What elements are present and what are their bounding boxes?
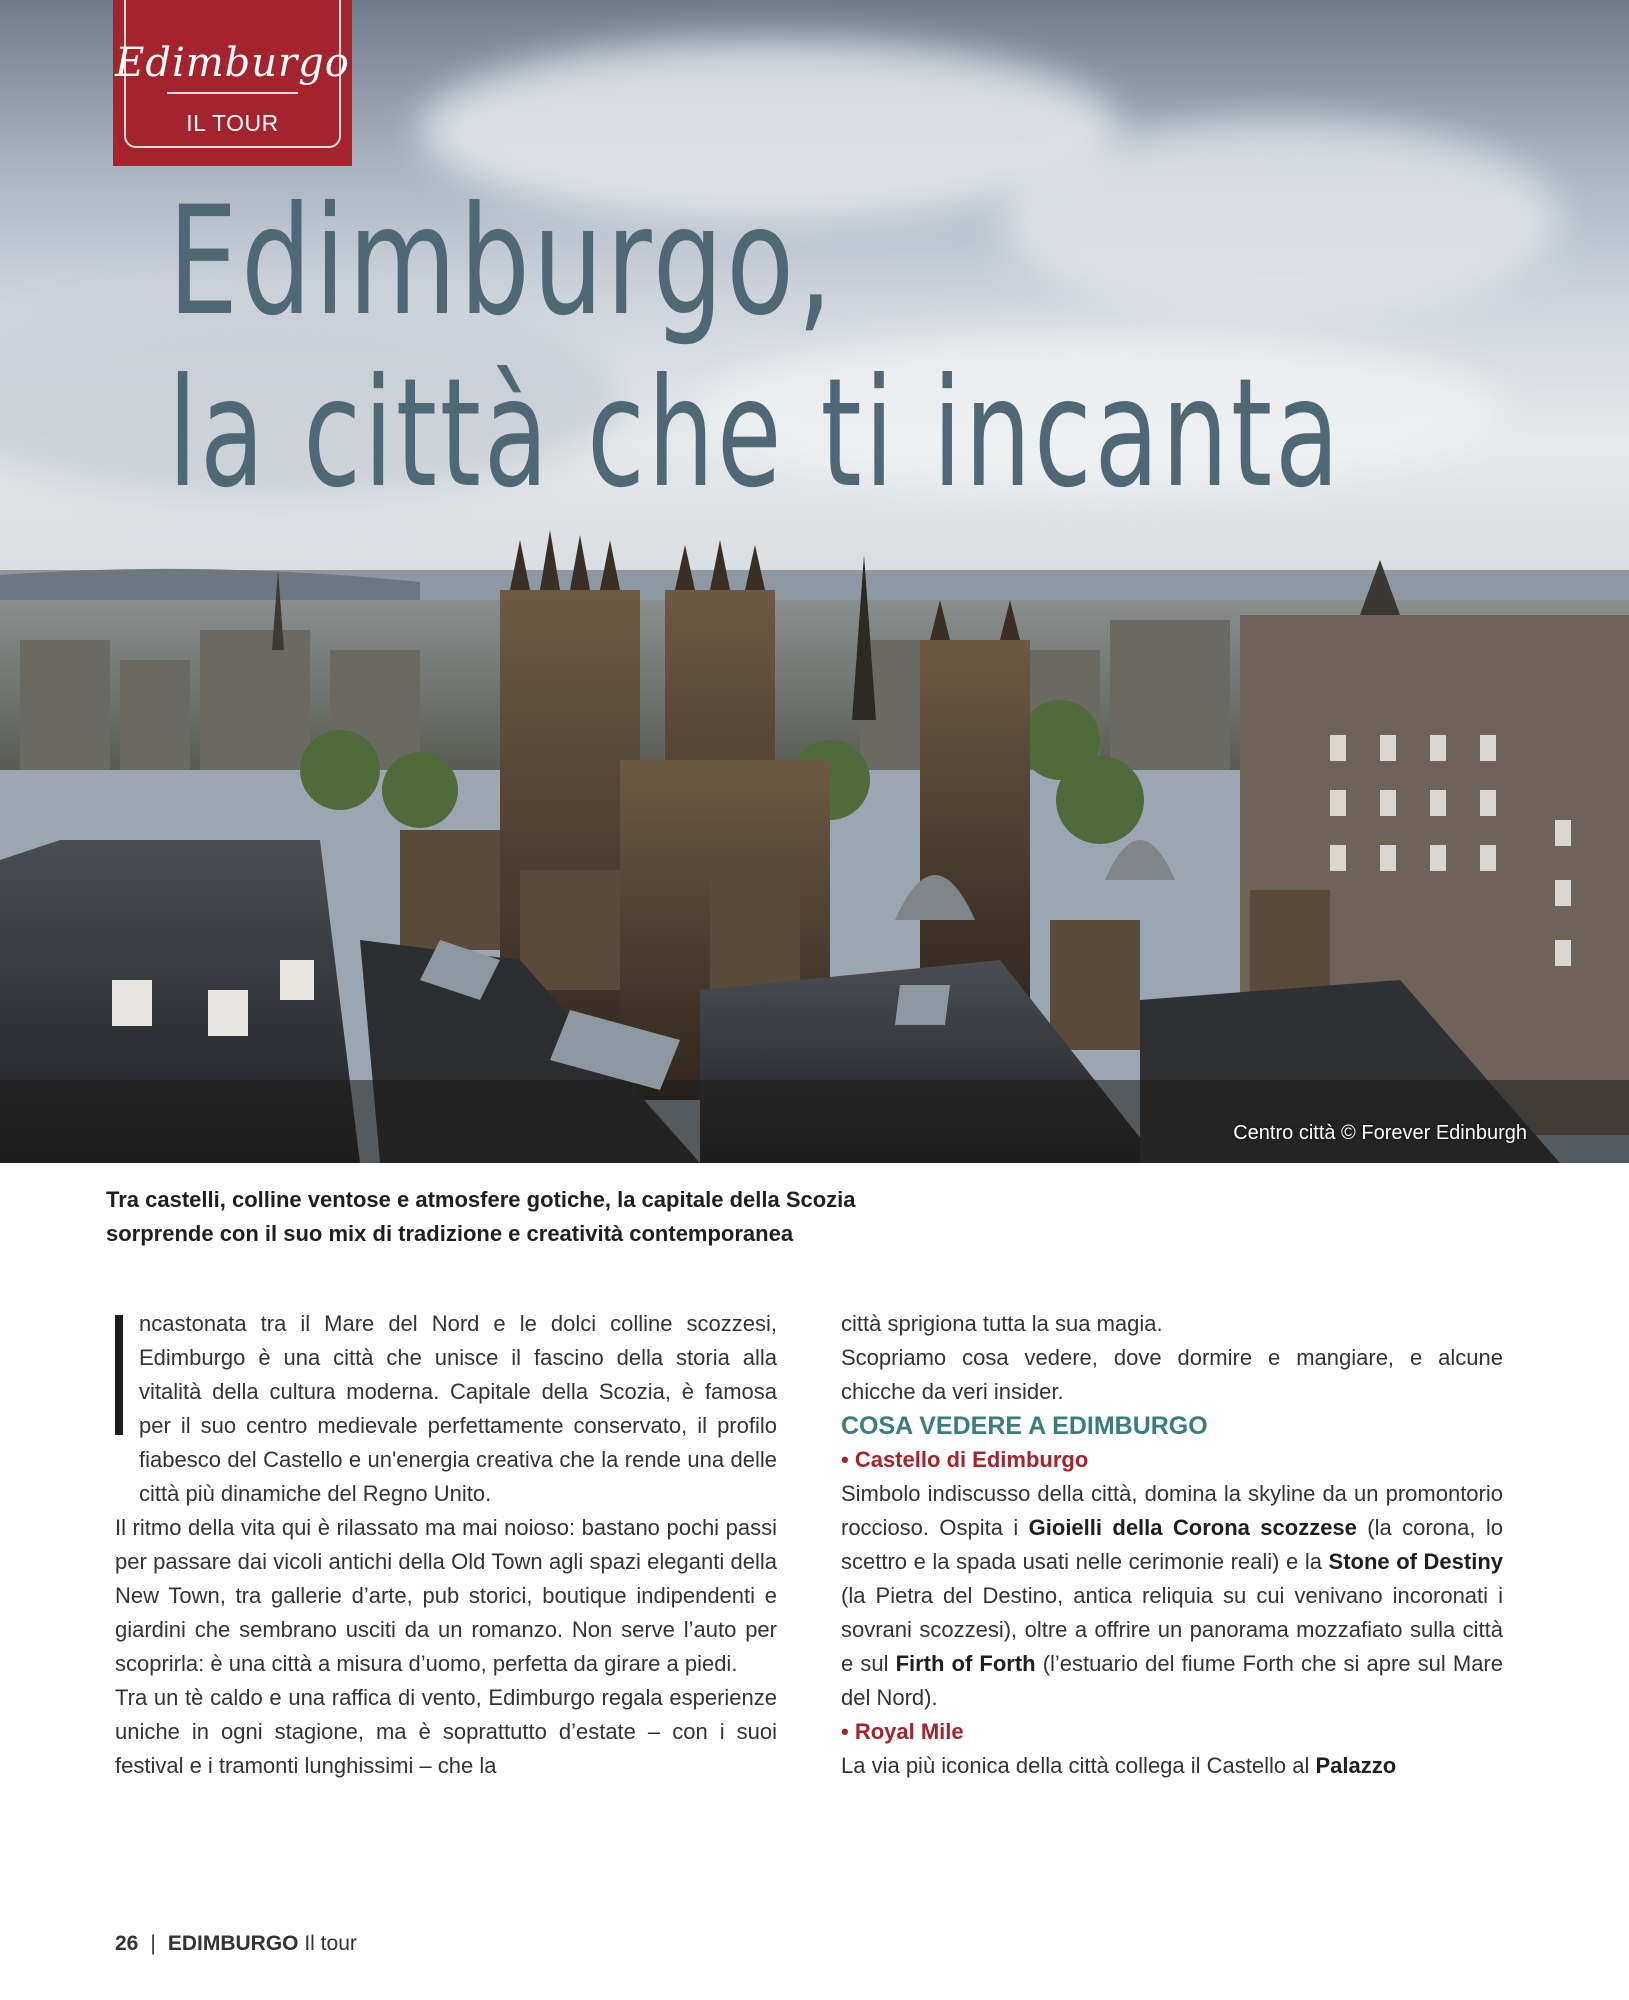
bold-text: Stone of Destiny [1328,1549,1503,1574]
title-line-1: Edimburgo, [168,175,836,349]
text-run: (la corona, lo scettro e la spada usati nelle cerimonie reali) e la [841,1515,1504,1574]
text-run: La via più iconica della città collega il Castello al [841,1753,1316,1778]
badge-divider [167,92,298,94]
footer-section: Il tour [304,1932,357,1955]
footer-separator: | [150,1932,156,1955]
paragraph [841,1749,1503,1783]
page-footer [115,1932,357,1956]
section-heading: COSA VEDERE A EDIMBURGO [841,1412,1208,1440]
text-run: (l’estuario del fiume Forth che si apre sul Mare del Nord). [841,1651,1503,1710]
standfirst-line-1: Tra castelli, colline ventose e atmosfere gotiche, la capitale della Scozia [106,1187,856,1212]
paragraph: ncastonata tra il Mare del Nord e le dolci colline scozzesi, Edimburgo è una città che unisce il fascino della storia alla vitalità della cultura moderna. Capitale della Scozia, è famosa per il suo centro medievale perfettamente conservato, il profilo fiabesco del Castello e un'energia creativa che la rende una delle città più dinamiche del Regno Unito. [139,1311,777,1506]
bold-text: Gioielli della Corona scozzese [1028,1515,1357,1540]
text-run: (la Pietra del Destino, antica reliquia su cui venivano incoronati i sovrani scozzesi), oltre a offrire un panorama mozzafiato sulla città e sul [841,1583,1503,1676]
text-run: Simbolo indiscusso della città, domina la skyline da un promontorio roccioso. Ospita i [841,1481,1503,1540]
badge-label: IL TOUR [186,110,279,136]
standfirst-line-2: sorprende con il suo mix di tradizione e creatività contemporanea [106,1221,794,1246]
page-title [168,176,1629,520]
bold-text: Firth of Forth [895,1651,1036,1676]
paragraph: città sprigiona tutta la sua magia. [841,1311,1163,1336]
article-column-right [841,1307,1503,1783]
paragraph: Tra un tè caldo e una raffica di vento, Edimburgo regala esperienze uniche in ogni stagione, ma è soprattutto d’estate – con i suoi festival e i tramonti lunghissimi – che la [115,1685,777,1778]
list-item-title: • Castello di Edimburgo [841,1447,1089,1472]
title-line-2: la città che ti incanta [168,347,1343,521]
paragraph: Scopriamo cosa vedere, dove dormire e mangiare, e alcune chicche da veri insider. [841,1345,1503,1404]
article-column-left [115,1307,777,1783]
page-number: 26 [115,1932,139,1955]
paragraph [841,1477,1503,1715]
standfirst [106,1183,1006,1251]
list-item-title: • Royal Mile [841,1719,964,1744]
badge-script-title: Edimburgo [115,40,350,86]
footer-magazine-name: EDIMBURGO [167,1932,299,1955]
bold-text: Palazzo [1315,1753,1397,1778]
photo-credit: Centro città © Forever Edinburgh [1233,1122,1527,1144]
paragraph: Il ritmo della vita qui è rilassato ma mai noioso: bastano pochi passi per passare dai vicoli antichi della Old Town agli spazi eleganti della New Town, tra gallerie d’arte, pub storici, boutique indipendenti e giardini che sembrano usciti da un romanzo. Non serve l’auto per scoprirla: è una città a misura d’uomo, perfetta da girare a piedi. [115,1515,777,1676]
section-badge [113,0,352,166]
